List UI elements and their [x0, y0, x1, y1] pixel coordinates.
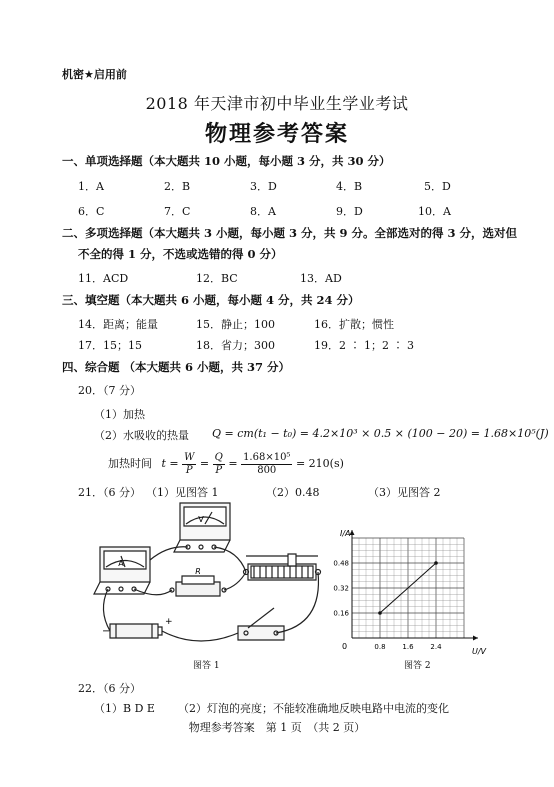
answer-12: 12．BC — [196, 272, 238, 285]
answer-19: 19．2 ∶ 1；2 ∶ 3 — [314, 339, 414, 352]
answer-6: 6．C — [78, 205, 105, 218]
q20-frac-q-p — [213, 452, 225, 477]
q22-part2: （2）灯泡的亮度；不能较准确地反映电路中电流的变化 — [178, 702, 449, 715]
secret-label: 机密★启用前 — [62, 68, 127, 81]
battery-plus: + — [165, 617, 173, 627]
voltmeter-symbol: V — [198, 515, 204, 524]
resistor-icon — [170, 576, 226, 596]
q20-eq-2: = — [228, 457, 238, 470]
answer-5: 5．D — [424, 180, 451, 193]
section-2-heading-line1: 二、多项选择题（本大题共 3 小题，每小题 3 分，共 9 分。全部选对的得 3 分，选对但 — [62, 226, 518, 240]
q20-frac1-den: P — [185, 464, 193, 476]
y-tick-label-0.32: 0.32 — [333, 584, 349, 593]
answer-2: 2．B — [164, 180, 191, 193]
answer-3: 3．D — [250, 180, 277, 193]
answer-8: 8．A — [250, 205, 276, 218]
answer-11: 11．ACD — [78, 272, 129, 285]
q20-heat-formula: Q = cm(t₁ − t₀) = 4.2×10³ × 0.5 × (100 − 20) = 1.68×10⁵(J) — [212, 427, 549, 440]
q21-label: 21．（6 分） — [78, 486, 141, 499]
answer-17: 17．15；15 — [78, 339, 142, 352]
iu-graph — [330, 528, 490, 658]
q21-part3: （3）见图答 2 — [368, 486, 441, 499]
ammeter-symbol: A — [118, 559, 124, 568]
q22-part1: （1）B D E — [94, 702, 155, 715]
q20-frac3-num: 1.68×10⁵ — [243, 451, 291, 463]
q21-part1: （1）见图答 1 — [146, 486, 219, 499]
y-tick-label-0.48: 0.48 — [333, 559, 349, 568]
answer-15: 15．静止；100 — [196, 318, 275, 331]
q20-frac3-den: 800 — [257, 464, 277, 476]
battery-minus: − — [102, 626, 111, 637]
answer-9: 9．D — [336, 205, 363, 218]
y-tick-label-0.16: 0.16 — [333, 609, 349, 618]
figure-1-caption: 图答 1 — [193, 661, 220, 671]
exam-title: 2018 年天津市初中毕业生学业考试 — [145, 94, 409, 113]
figure-2-caption: 图答 2 — [404, 661, 431, 671]
answer-14: 14．距离；能量 — [78, 318, 158, 331]
q20-t-eq: t = — [161, 457, 179, 470]
q20-part2-prefix: （2）水吸收的热量 — [94, 429, 189, 442]
voltmeter-icon — [174, 503, 230, 552]
q20-frac1-num: W — [184, 451, 195, 463]
section-2-heading-line2: 不全的得 1 分，不选或选错的得 0 分） — [78, 247, 283, 261]
y-axis-label: I/A — [340, 529, 351, 538]
answer-10: 10．A — [418, 205, 451, 218]
battery-icon — [110, 624, 162, 638]
page-footer: 物理参考答案 第 1 页 （共 2 页） — [188, 721, 366, 734]
circuit-figure — [88, 500, 328, 670]
q21-part2: （2）0.48 — [266, 486, 320, 499]
q20-frac-value — [241, 452, 292, 477]
q20-eq-1: = — [199, 457, 210, 470]
q20-label: 20．（7 分） — [78, 384, 141, 397]
answer-4: 4．B — [336, 180, 363, 193]
document-title: 物理参考答案 — [204, 121, 349, 147]
x-tick-label-0.8: 0.8 — [374, 643, 386, 651]
q20-result: = 210(s) — [295, 457, 344, 470]
x-tick-label-1.6: 1.6 — [402, 643, 414, 651]
section-1-heading: 一、单项选择题（本大题共 10 小题，每小题 3 分，共 30 分） — [62, 154, 391, 168]
ammeter-icon — [94, 547, 150, 594]
x-axis-label: U/V — [472, 647, 487, 656]
section-4-heading: 四、综合题 （本大题共 6 小题，共 37 分） — [62, 360, 291, 374]
q22-label: 22．（6 分） — [78, 682, 141, 695]
data-point — [378, 611, 382, 615]
rheostat-icon — [244, 554, 321, 580]
q20-frac-w-p — [182, 452, 196, 477]
q20-frac2-den: P — [215, 464, 223, 476]
switch-icon — [238, 608, 284, 640]
answer-13: 13．AD — [300, 272, 342, 285]
chart-layer — [350, 530, 479, 641]
q20-frac2-num: Q — [214, 451, 223, 463]
answer-1: 1．A — [78, 180, 104, 193]
x-tick-label-2.4: 2.4 — [430, 643, 442, 651]
resistor-label: R — [195, 567, 201, 576]
q20-heat-time-label: 加热时间 — [108, 457, 152, 470]
section-3-heading: 三、填空题（本大题共 6 小题，每小题 4 分，共 24 分） — [62, 293, 360, 307]
q20-heat-time-line — [108, 449, 344, 479]
origin-label: 0 — [342, 642, 348, 651]
x-axis-arrow — [473, 636, 478, 641]
data-point — [434, 561, 438, 565]
answer-16: 16．扩散；惯性 — [314, 318, 394, 331]
answer-7: 7．C — [164, 205, 191, 218]
answer-18: 18．省力；300 — [196, 339, 275, 352]
q20-part1: （1）加热 — [94, 408, 145, 421]
